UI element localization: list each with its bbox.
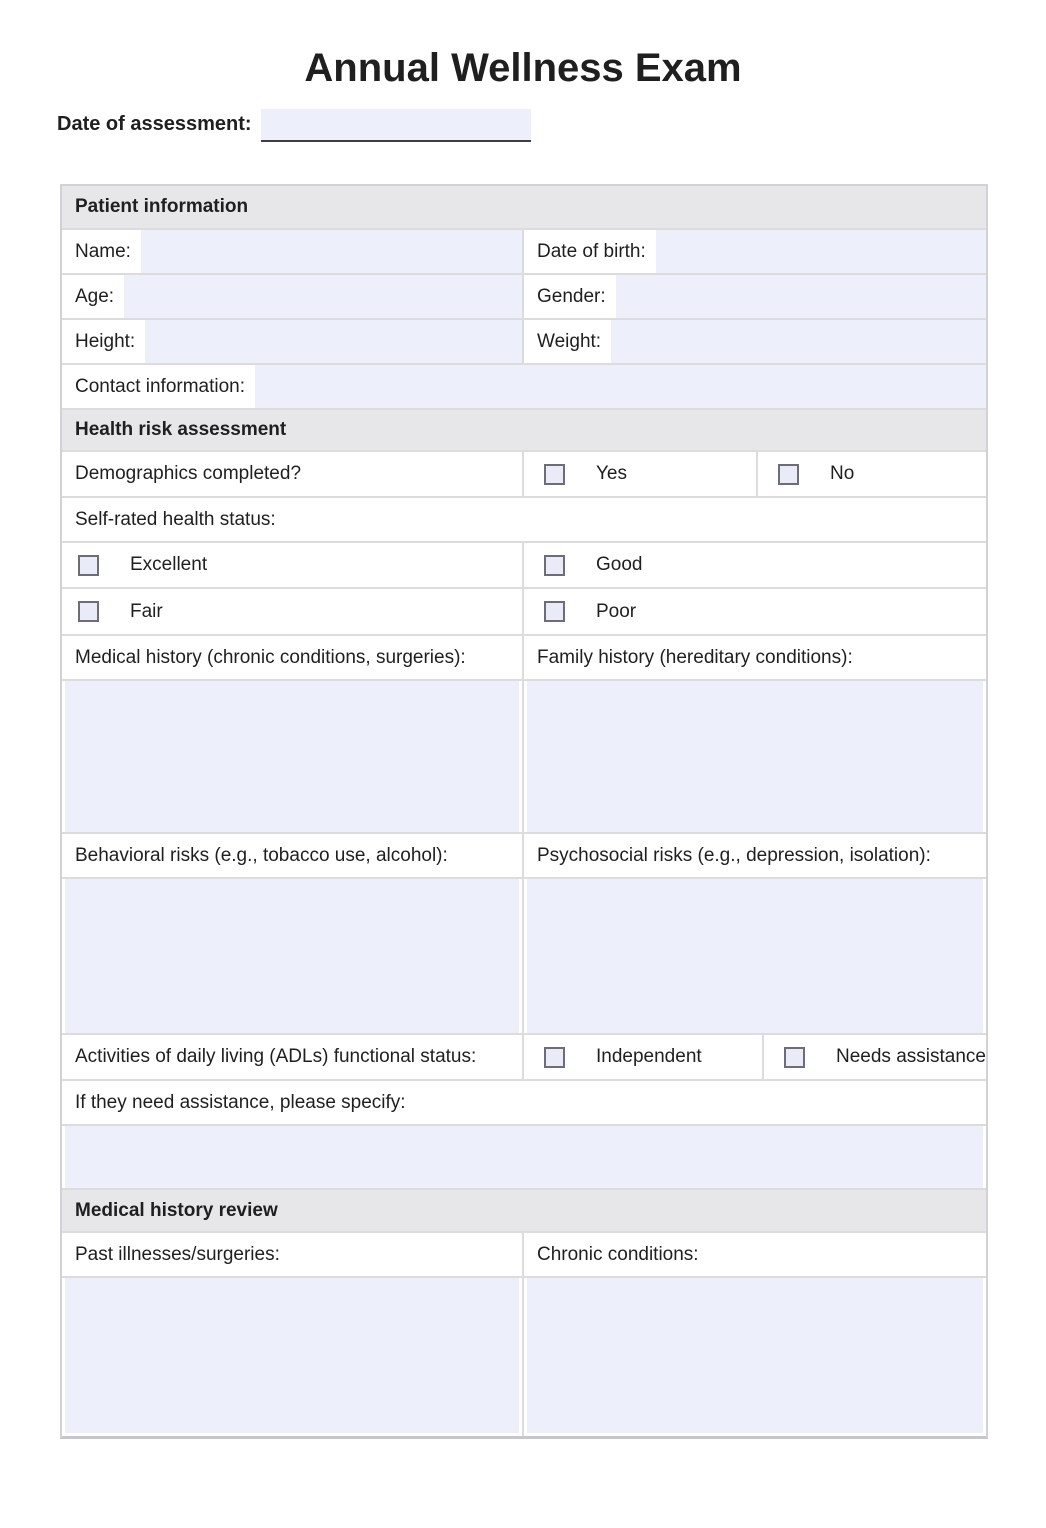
checkbox-good[interactable]	[544, 555, 565, 576]
assistance-details-textarea-cell	[62, 1126, 986, 1188]
row-mhr-textareas	[62, 1276, 986, 1436]
past-illnesses-textarea-cell	[62, 1278, 522, 1436]
past-illnesses-label-cell	[62, 1233, 522, 1276]
good-label: Good	[596, 554, 643, 575]
past-illnesses-textarea[interactable]	[65, 1278, 519, 1433]
independent-cell	[522, 1035, 762, 1079]
behavioral-risks-label-cell	[62, 834, 522, 877]
age-label: Age:	[75, 285, 115, 307]
row-age-gender	[62, 273, 986, 318]
gender-input[interactable]	[616, 275, 986, 318]
row-history-textareas	[62, 679, 986, 832]
adl-label-cell	[62, 1035, 522, 1079]
height-input[interactable]	[145, 320, 522, 363]
row-name-dob	[62, 228, 986, 273]
gender-label: Gender:	[537, 285, 606, 307]
past-illnesses-label: Past illnesses/surgeries:	[75, 1243, 280, 1265]
section-title: Health risk assessment	[75, 419, 287, 440]
fair-label: Fair	[130, 600, 163, 622]
assist-specify-label: If they need assistance, please specify:	[75, 1091, 406, 1113]
name-input[interactable]	[141, 230, 522, 273]
row-adl-status	[62, 1033, 986, 1079]
demographics-question-cell	[62, 452, 522, 496]
row-assist-specify-textarea	[62, 1124, 986, 1188]
section-header-patient-information	[62, 186, 986, 228]
fair-cell	[62, 589, 522, 634]
checkbox-demographics-yes[interactable]	[544, 464, 565, 485]
row-excellent-good	[62, 541, 986, 587]
row-height-weight	[62, 318, 986, 363]
psychosocial-risks-label: Psychosocial risks (e.g., depression, isolation):	[537, 844, 931, 866]
excellent-label: Excellent	[130, 554, 208, 575]
independent-label: Independent	[596, 1046, 702, 1067]
poor-cell	[522, 589, 986, 634]
weight-input[interactable]	[611, 320, 986, 363]
date-of-assessment-label: Date of assessment:	[57, 113, 252, 135]
row-contact	[62, 363, 986, 408]
section-title: Patient information	[75, 196, 249, 217]
row-self-rated-health	[62, 496, 986, 541]
checkbox-fair[interactable]	[78, 601, 99, 622]
medical-history-label-cell	[62, 636, 522, 679]
row-risk-textareas	[62, 877, 986, 1033]
family-history-label: Family history (hereditary conditions):	[537, 646, 853, 668]
weight-cell	[522, 320, 986, 363]
self-rated-label: Self-rated health status:	[75, 508, 276, 530]
chronic-conditions-label-cell	[522, 1233, 986, 1276]
behavioral-risks-textarea-cell	[62, 879, 522, 1033]
psychosocial-risks-textarea-cell	[522, 879, 986, 1033]
age-cell	[62, 275, 522, 318]
adl-label: Activities of daily living (ADLs) functional status:	[75, 1046, 477, 1067]
checkbox-independent[interactable]	[544, 1047, 565, 1068]
no-label: No	[830, 463, 855, 484]
needs-assistance-cell	[762, 1035, 986, 1079]
name-label: Name:	[75, 240, 131, 262]
wellness-exam-form	[60, 184, 988, 1439]
row-history-labels	[62, 634, 986, 679]
demographics-no-cell	[756, 452, 986, 496]
row-assist-specify-label	[62, 1079, 986, 1124]
gender-cell	[522, 275, 986, 318]
family-history-textarea-cell	[522, 681, 986, 832]
medical-history-textarea-cell	[62, 681, 522, 832]
good-cell	[522, 543, 986, 587]
chronic-conditions-label: Chronic conditions:	[537, 1243, 699, 1265]
row-mhr-labels	[62, 1231, 986, 1276]
page-title: Annual Wellness Exam	[304, 46, 742, 90]
checkbox-poor[interactable]	[544, 601, 565, 622]
dob-label: Date of birth:	[537, 240, 646, 262]
section-header-health-risk-assessment	[62, 408, 986, 450]
checkbox-needs-assistance[interactable]	[784, 1047, 805, 1068]
excellent-cell	[62, 543, 522, 587]
self-rated-cell	[62, 498, 986, 541]
date-of-assessment-input[interactable]	[261, 109, 531, 142]
height-label: Height:	[75, 330, 136, 352]
row-risk-labels	[62, 832, 986, 877]
dob-input[interactable]	[656, 230, 986, 273]
psychosocial-risks-textarea[interactable]	[527, 879, 983, 1033]
date-of-assessment-row	[57, 109, 1046, 142]
section-header-medical-history-review	[62, 1188, 986, 1231]
psychosocial-risks-label-cell	[522, 834, 986, 877]
contact-input[interactable]	[255, 365, 986, 408]
demographics-yes-cell	[522, 452, 756, 496]
name-cell	[62, 230, 522, 273]
needs-assistance-label: Needs assistance	[836, 1046, 986, 1067]
chronic-conditions-textarea-cell	[522, 1278, 986, 1436]
demographics-question-label: Demographics completed?	[75, 463, 302, 484]
chronic-conditions-textarea[interactable]	[527, 1278, 983, 1433]
weight-label: Weight:	[537, 330, 602, 352]
assist-specify-label-cell	[62, 1081, 986, 1124]
checkbox-excellent[interactable]	[78, 555, 99, 576]
row-fair-poor	[62, 587, 986, 634]
family-history-textarea[interactable]	[527, 681, 983, 832]
age-input[interactable]	[124, 275, 522, 318]
assistance-details-textarea[interactable]	[65, 1126, 983, 1188]
poor-label: Poor	[596, 600, 637, 622]
contact-cell	[62, 365, 986, 408]
medical-history-textarea[interactable]	[65, 681, 519, 832]
yes-label: Yes	[596, 463, 627, 484]
medical-history-label: Medical history (chronic conditions, surgeries):	[75, 646, 466, 668]
section-title: Medical history review	[75, 1199, 278, 1221]
family-history-label-cell	[522, 636, 986, 679]
height-cell	[62, 320, 522, 363]
behavioral-risks-label: Behavioral risks (e.g., tobacco use, alcohol):	[75, 844, 448, 866]
behavioral-risks-textarea[interactable]	[65, 879, 519, 1033]
checkbox-demographics-no[interactable]	[778, 464, 799, 485]
dob-cell	[522, 230, 986, 273]
contact-label: Contact information:	[75, 375, 246, 397]
row-demographics	[62, 450, 986, 496]
